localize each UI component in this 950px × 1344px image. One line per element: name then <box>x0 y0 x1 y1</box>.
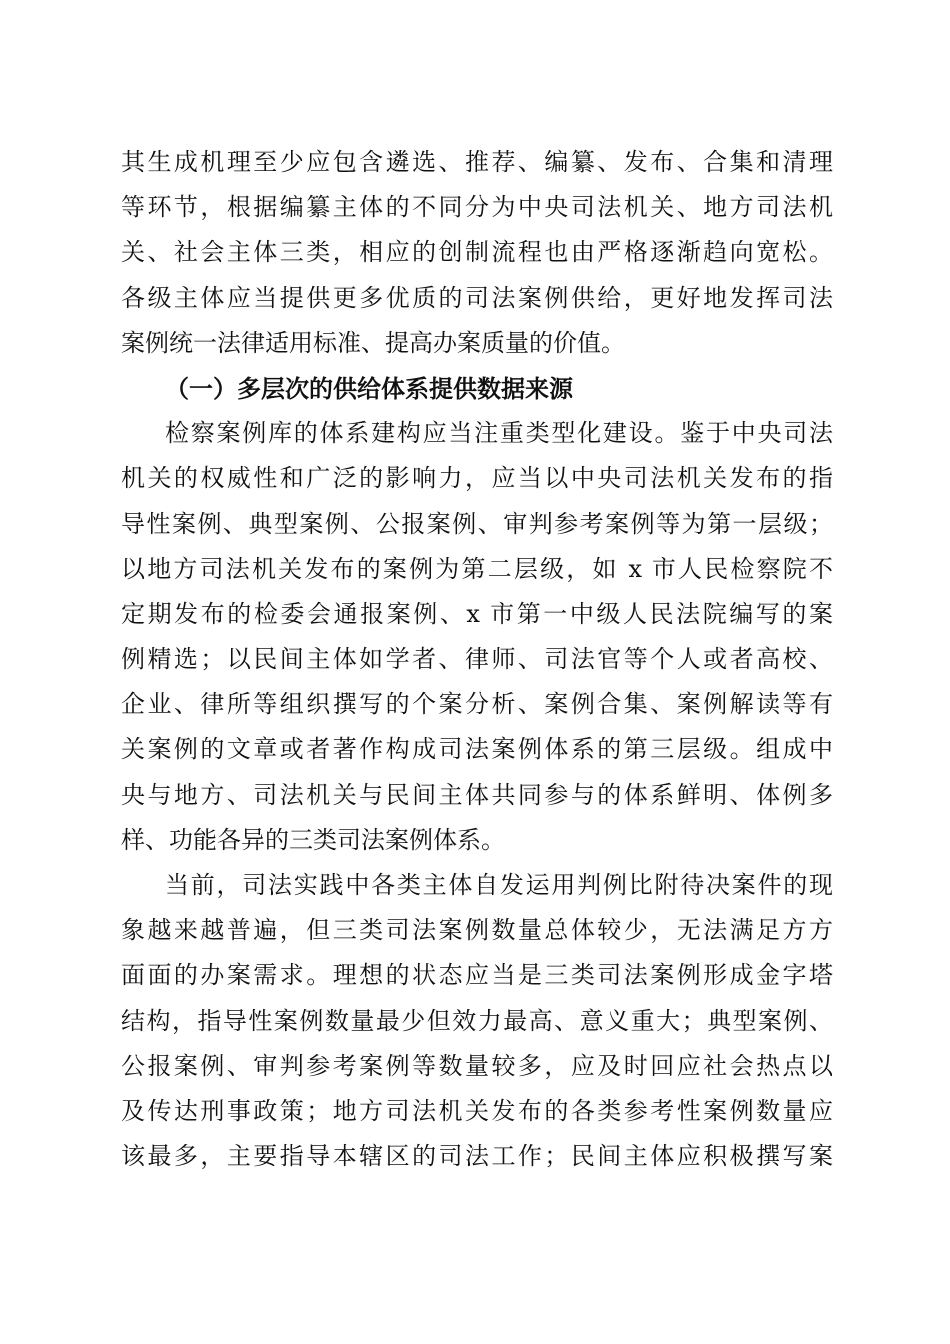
paragraph-2-line-4: 以地方司法机关发布的案例为第二层级，如 x 市人民检察院不 <box>121 554 833 583</box>
paragraph-3-line-5: 公报案例、审判参考案例等数量较多，应及时回应社会热点以 <box>121 1051 833 1080</box>
paragraph-2-line-8: 关案例的文章或者著作构成司法案例体系的第三层级。组成中 <box>121 735 833 764</box>
paragraph-2-line-6: 例精选；以民间主体如学者、律师、司法官等个人或者高校、 <box>121 645 833 674</box>
paragraph-3-line-3: 面面的办案需求。理想的状态应当是三类司法案例形成金字塔 <box>121 961 833 990</box>
paragraph-1-line-5: 案例统一法律适用标准、提高办案质量的价值。 <box>121 328 625 357</box>
paragraph-1-line-4: 各级主体应当提供更多优质的司法案例供给，更好地发挥司法 <box>121 283 833 312</box>
paragraph-2-line-1: 检察案例库的体系建构应当注重类型化建设。鉴于中央司法 <box>165 419 833 448</box>
paragraph-2-line-9: 央与地方、司法机关与民间主体共同参与的体系鲜明、体例多 <box>121 780 833 809</box>
paragraph-2-line-7: 企业、律所等组织撰写的个案分析、案例合集、案例解读等有 <box>121 690 833 719</box>
paragraph-3-line-6: 及传达刑事政策；地方司法机关发布的各类参考性案例数量应 <box>121 1096 833 1125</box>
paragraph-2-line-3: 导性案例、典型案例、公报案例、审判参考案例等为第一层级； <box>121 509 833 538</box>
paragraph-3-line-4: 结构，指导性案例数量最少但效力最高、意义重大；典型案例、 <box>121 1006 833 1035</box>
paragraph-3-line-2: 象越来越普遍，但三类司法案例数量总体较少，无法满足方方 <box>121 916 833 945</box>
paragraph-2-line-2: 机关的权威性和广泛的影响力，应当以中央司法机关发布的指 <box>121 464 833 493</box>
paragraph-1-line-1: 其生成机理至少应包含遴选、推荐、编纂、发布、合集和清理 <box>121 148 833 176</box>
paragraph-3-line-1: 当前，司法实践中各类主体自发运用判例比附待决案件的现 <box>165 871 833 899</box>
paragraph-1-line-2: 等环节，根据编纂主体的不同分为中央司法机关、地方司法机 <box>121 193 833 222</box>
paragraph-2-line-10: 样、功能各异的三类司法案例体系。 <box>121 825 505 854</box>
paragraph-2-line-5: 定期发布的检委会通报案例、x 市第一中级人民法院编写的案 <box>121 599 833 628</box>
body-text <box>121 140 833 1179</box>
paragraph-3-line-7: 该最多，主要指导本辖区的司法工作；民间主体应积极撰写案 <box>121 1142 833 1171</box>
paragraph-1-line-3: 关、社会主体三类，相应的创制流程也由严格逐渐趋向宽松。 <box>121 238 833 267</box>
section-heading: （一）多层次的供给体系提供数据来源 <box>165 373 573 403</box>
